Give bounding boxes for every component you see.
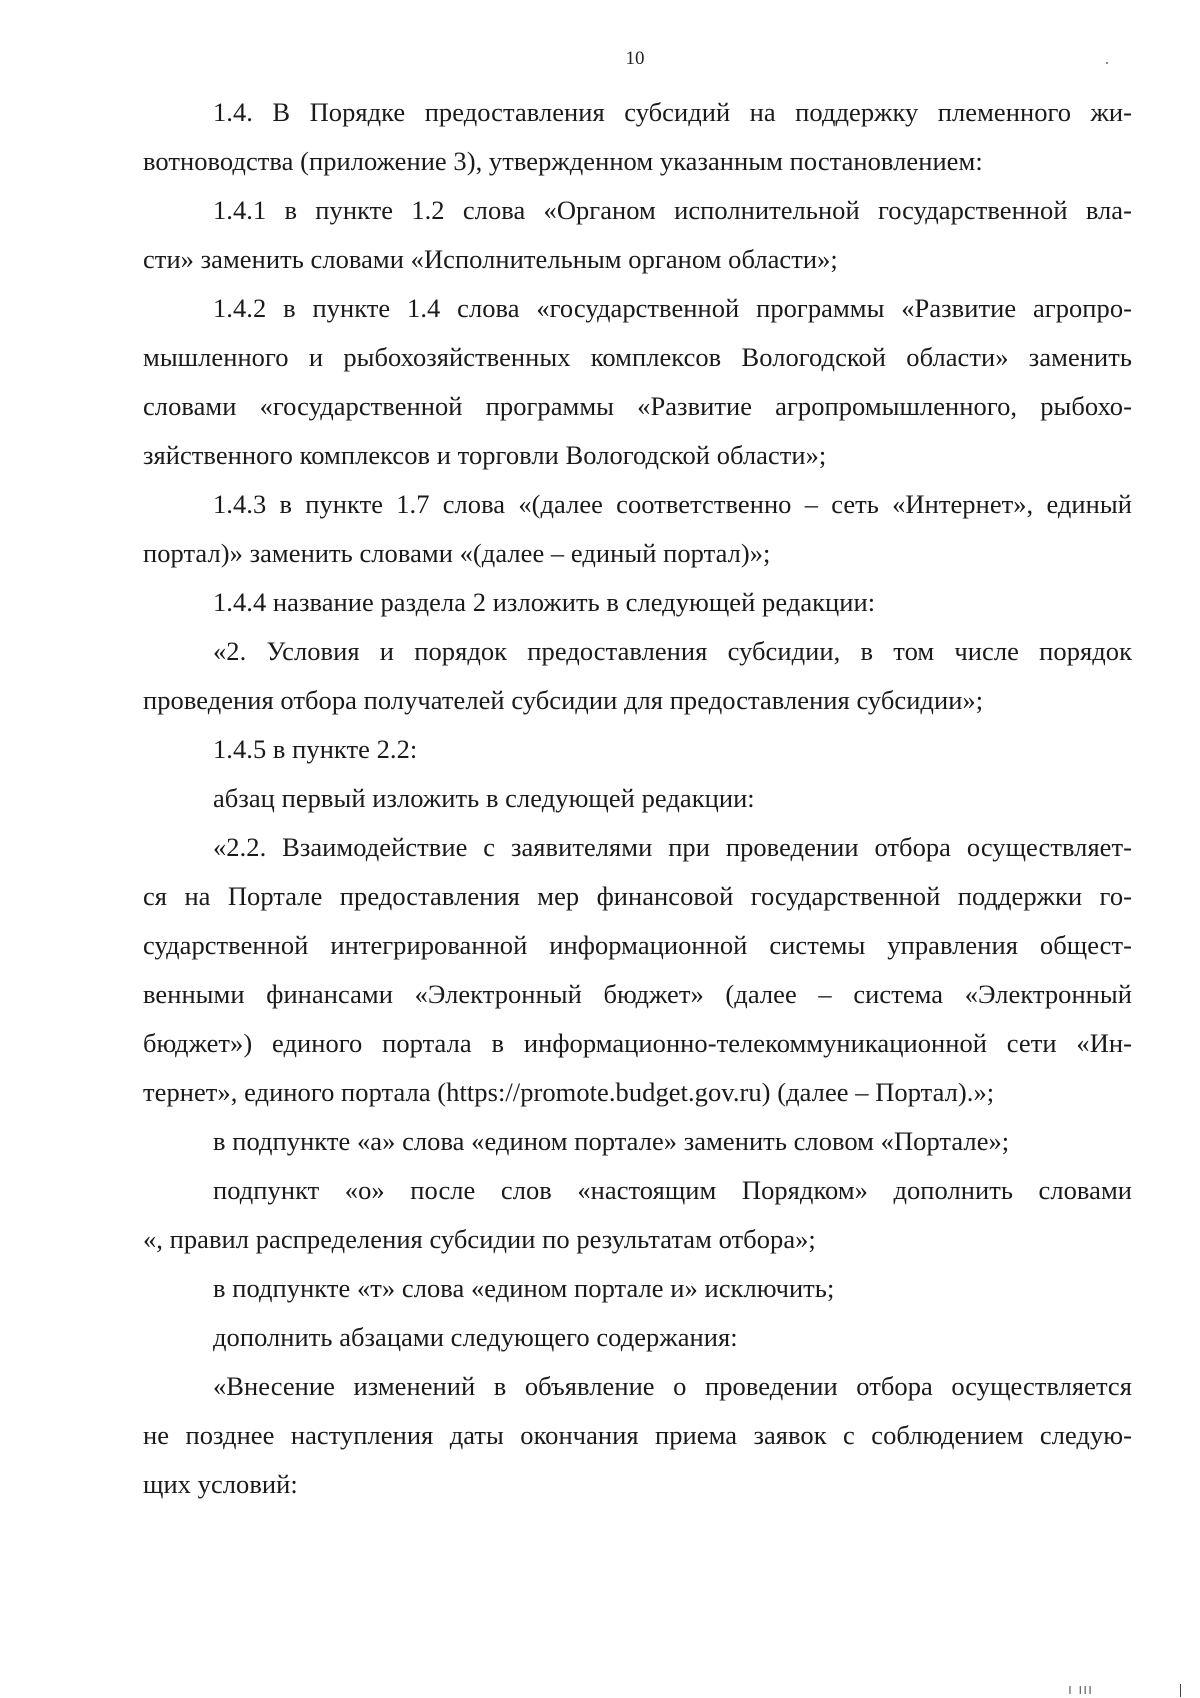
paragraph-1-4-3-line-1: 1.4.3 в пункте 1.7 слова «(далее соответственно – сеть «Интернет», единый bbox=[213, 489, 1132, 519]
subpoint-t: в подпункте «т» слова «едином портале и» исключить; bbox=[213, 1273, 835, 1303]
scan-dot-mark bbox=[1106, 62, 1108, 64]
paragraph-1-4-2-line-2: мышленного и рыбохозяйственных комплексов Вологодской области» заменить bbox=[143, 342, 1132, 372]
add-paragraphs: дополнить абзацами следующего содержания: bbox=[213, 1322, 738, 1352]
subpoint-o-line-2: «, правил распределения субсидии по результатам отбора»; bbox=[143, 1224, 816, 1254]
paragraph-1-4-1-line-2: сти» заменить словами «Исполнительным органом области»; bbox=[143, 244, 838, 274]
page-number: 10 bbox=[625, 48, 645, 69]
paragraph-1-4-3-line-2: портал)» заменить словами «(далее – единый портал)»; bbox=[143, 538, 771, 568]
amendment-line-2: не позднее наступления даты окончания приема заявок с соблюдением следую- bbox=[143, 1420, 1132, 1450]
paragraph-2-2-line-6: тернет», единого портала (https://promote.budget.gov.ru) (далее – Портал).»; bbox=[143, 1077, 995, 1107]
subpoint-o-line-1: подпункт «о» после слов «настоящим Порядком» дополнить словами bbox=[213, 1175, 1132, 1205]
amendment-line-1: «Внесение изменений в объявление о проведении отбора осуществляется bbox=[213, 1371, 1132, 1401]
paragraph-2-2-line-2: ся на Портале предоставления мер финансовой государственной поддержки го- bbox=[143, 881, 1132, 911]
section-2-title-line-1: «2. Условия и порядок предоставления субсидии, в том числе порядок bbox=[213, 636, 1132, 666]
paragraph-2-2-line-3: сударственной интегрированной информационной системы управления общест- bbox=[143, 930, 1132, 960]
paragraph-1-4-2-line-3: словами «государственной программы «Развитие агропромышленного, рыбохо- bbox=[143, 391, 1132, 421]
paragraph-1-4-line-1: 1.4. В Порядке предоставления субсидий на поддержку племенного жи- bbox=[213, 97, 1132, 127]
paragraph-1-4-5: 1.4.5 в пункте 2.2: bbox=[213, 734, 418, 764]
paragraph-first-abzac: абзац первый изложить в следующей редакции: bbox=[213, 783, 755, 813]
amendment-line-3: щих условий: bbox=[143, 1469, 298, 1499]
paragraph-1-4-2-line-1: 1.4.2 в пункте 1.4 слова «государственной программы «Развитие агропро- bbox=[213, 293, 1132, 323]
paragraph-2-2-line-4: венными финансами «Электронный бюджет» (далее – система «Электронный bbox=[143, 979, 1132, 1009]
scan-edge-mark bbox=[1180, 1684, 1181, 1697]
section-2-title-line-2: проведения отбора получателей субсидии для предоставления субсидии»; bbox=[143, 685, 984, 715]
paragraph-1-4-1-line-1: 1.4.1 в пункте 1.2 слова «Органом исполнительной государственной вла- bbox=[213, 195, 1132, 225]
scan-footer-mark: ı ııı bbox=[1068, 1682, 1094, 1698]
paragraph-2-2-line-1: «2.2. Взаимодействие с заявителями при проведении отбора осуществляет- bbox=[213, 832, 1132, 862]
paragraph-2-2-line-5: бюджет») единого портала в информационно-телекоммуникационной сети «Ин- bbox=[143, 1028, 1132, 1058]
subpoint-a: в подпункте «а» слова «едином портале» заменить словом «Портале»; bbox=[213, 1126, 1010, 1156]
document-body bbox=[143, 88, 1132, 1509]
paragraph-1-4-2-line-4: зяйственного комплексов и торговли Вологодской области»; bbox=[143, 440, 827, 470]
paragraph-1-4-line-2: вотноводства (приложение 3), утвержденном указанным постановлением: bbox=[143, 146, 983, 176]
paragraph-1-4-4: 1.4.4 название раздела 2 изложить в следующей редакции: bbox=[213, 587, 876, 617]
